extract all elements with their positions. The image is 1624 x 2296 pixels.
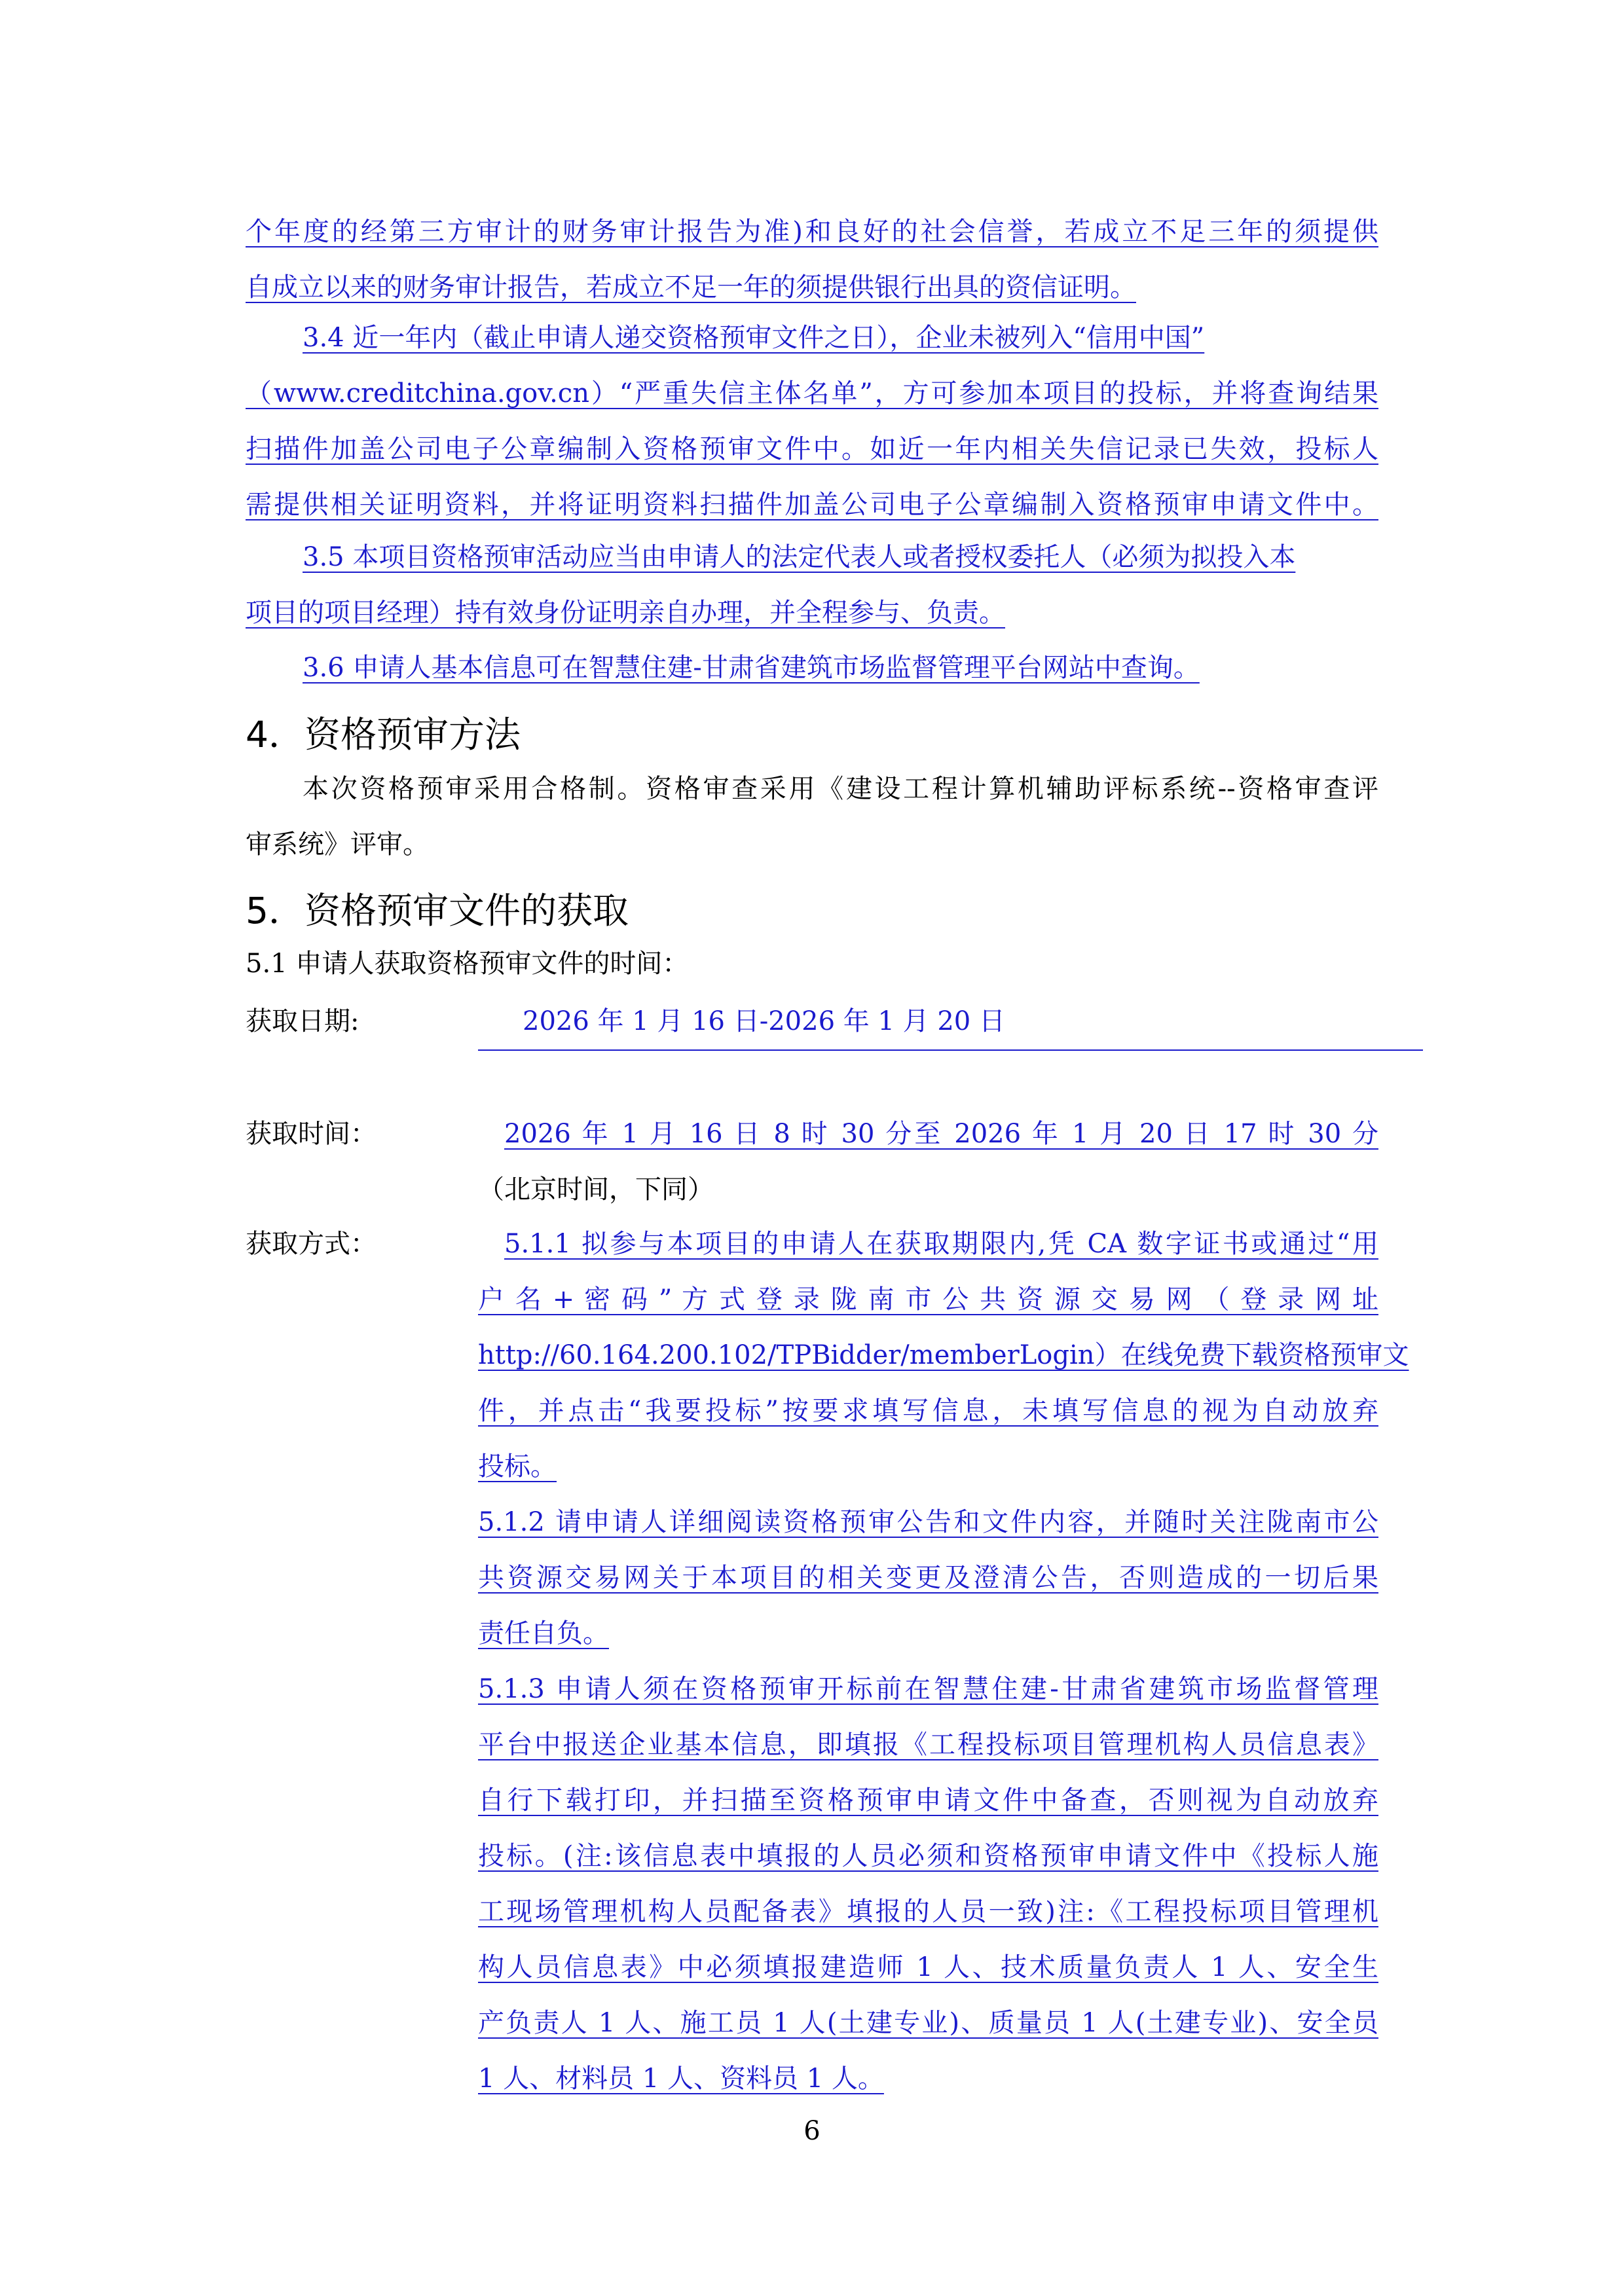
page-number: 6 — [803, 2116, 821, 2146]
text-line: 投标。 — [478, 1451, 557, 1482]
clause-3-4 — [246, 310, 1378, 533]
text-line: 本次资格预审采用合格制。资格审查采用《建设工程计算机辅助评标系统--资格审查评 — [303, 774, 1378, 804]
clause-5-1-1 — [478, 1216, 1409, 1495]
clause-5-1-3 — [478, 1662, 1378, 2107]
clause-3-3-tail — [246, 204, 1378, 316]
text-line: 需提供相关证明资料，并将证明资料扫描件加盖公司电子公章编制入资格预审申请文件中。 — [246, 490, 1378, 520]
text-line: 1 人、材料员 1 人、资料员 1 人。 — [478, 2064, 884, 2094]
text-line: 工现场管理机构人员配备表》填报的人员一致)注:《工程投标项目管理机 — [478, 1897, 1378, 1927]
text-line: 平台中报送企业基本信息，即填报《工程投标项目管理机构人员信息表》 — [478, 1730, 1378, 1760]
text-line: 5.1.2 请申请人详细阅读资格预审公告和文件内容，并随时关注陇南市公 — [478, 1507, 1378, 1537]
text-line: （www.creditchina.gov.cn）“严重失信主体名单”，方可参加本项目的投标，并将查询结果 — [246, 378, 1378, 409]
text-line: 件，并点击“我要投标”按要求填写信息，未填写信息的视为自动放弃 — [478, 1396, 1378, 1426]
text-line: 5.1.1 拟参与本项目的申请人在获取期限内,凭 CA 数字证书或通过“用 — [504, 1229, 1378, 1259]
time-label: 获取时间： — [246, 1119, 377, 1149]
method-label: 获取方式： — [246, 1229, 377, 1259]
section-4-heading: 4．资格预审方法 — [246, 714, 521, 756]
date-value: 2026 年 1 月 16 日-2026 年 1 月 20 日 — [478, 994, 1423, 1051]
time-note: （北京时间，下同） — [478, 1175, 714, 1205]
method-value — [478, 1216, 1409, 2107]
section-4-body — [246, 761, 1378, 873]
text-line: 自成立以来的财务审计报告，若成立不足一年的须提供银行出具的资信证明。 — [246, 272, 1136, 302]
clause-3-5 — [246, 530, 1378, 641]
text-line: 个年度的经第三方审计的财务审计报告为准)和良好的社会信誉，若成立不足三年的须提供 — [246, 217, 1378, 247]
clause-5-1-2 — [478, 1495, 1378, 1662]
date-label: 获取日期: — [246, 1006, 360, 1036]
clause-3-6 — [246, 640, 1378, 696]
time-value-field — [478, 1106, 1378, 1218]
text-line: 5.1.3 申请人须在资格预审开标前在智慧住建-甘肃省建筑市场监督管理 — [478, 1674, 1378, 1704]
section-5-intro — [246, 936, 1378, 992]
text-line: 户 名 + 密 码 ” 方 式 登 录 陇 南 市 公 共 资 源 交 易 网 （ 登 录 网 址 — [478, 1285, 1378, 1315]
section-5-heading: 5．资格预审文件的获取 — [246, 890, 629, 932]
text-line: 扫描件加盖公司电子公章编制入资格预审文件中。如近一年内相关失信记录已失效，投标人 — [246, 434, 1378, 464]
text-line: 3.4 近一年内（截止申请人递交资格预审文件之日），企业未被列入“信用中国” — [303, 323, 1205, 353]
time-value: 2026 年 1 月 16 日 8 时 30 分至 2026 年 1 月 20 日 17 时 30 分 — [504, 1119, 1378, 1149]
text-line: 审系统》评审。 — [246, 829, 429, 860]
text-line: 共资源交易网关于本项目的相关变更及澄清公告，否则造成的一切后果 — [478, 1563, 1378, 1593]
text-line: 项目的项目经理）持有效身份证明亲自办理，并全程参与、负责。 — [246, 598, 1005, 628]
text-line: 自行下载打印，并扫描至资格预审申请文件中备查，否则视为自动放弃 — [478, 1785, 1378, 1815]
text-line: 责任自负。 — [478, 1618, 609, 1649]
text-line: 3.6 申请人基本信息可在智慧住建-甘肃省建筑市场监督管理平台网站中查询。 — [303, 653, 1200, 683]
text-line: 5.1 申请人获取资格预审文件的时间： — [246, 949, 689, 979]
date-value-field — [478, 994, 1378, 1051]
text-line: 投标。(注:该信息表中填报的人员必须和资格预审申请文件中《投标人施 — [478, 1841, 1378, 1871]
text-line: 构人员信息表》中必须填报建造师 1 人、技术质量负责人 1 人、安全生 — [478, 1952, 1378, 1982]
text-line: http://60.164.200.102/TPBidder/memberLogin）在线免费下载资格预审文 — [478, 1340, 1409, 1370]
text-line: 3.5 本项目资格预审活动应当由申请人的法定代表人或者授权委托人（必须为拟投入本 — [303, 542, 1296, 572]
text-line: 产负责人 1 人、施工员 1 人(土建专业)、质量员 1 人(土建专业)、安全员 — [478, 2008, 1378, 2038]
